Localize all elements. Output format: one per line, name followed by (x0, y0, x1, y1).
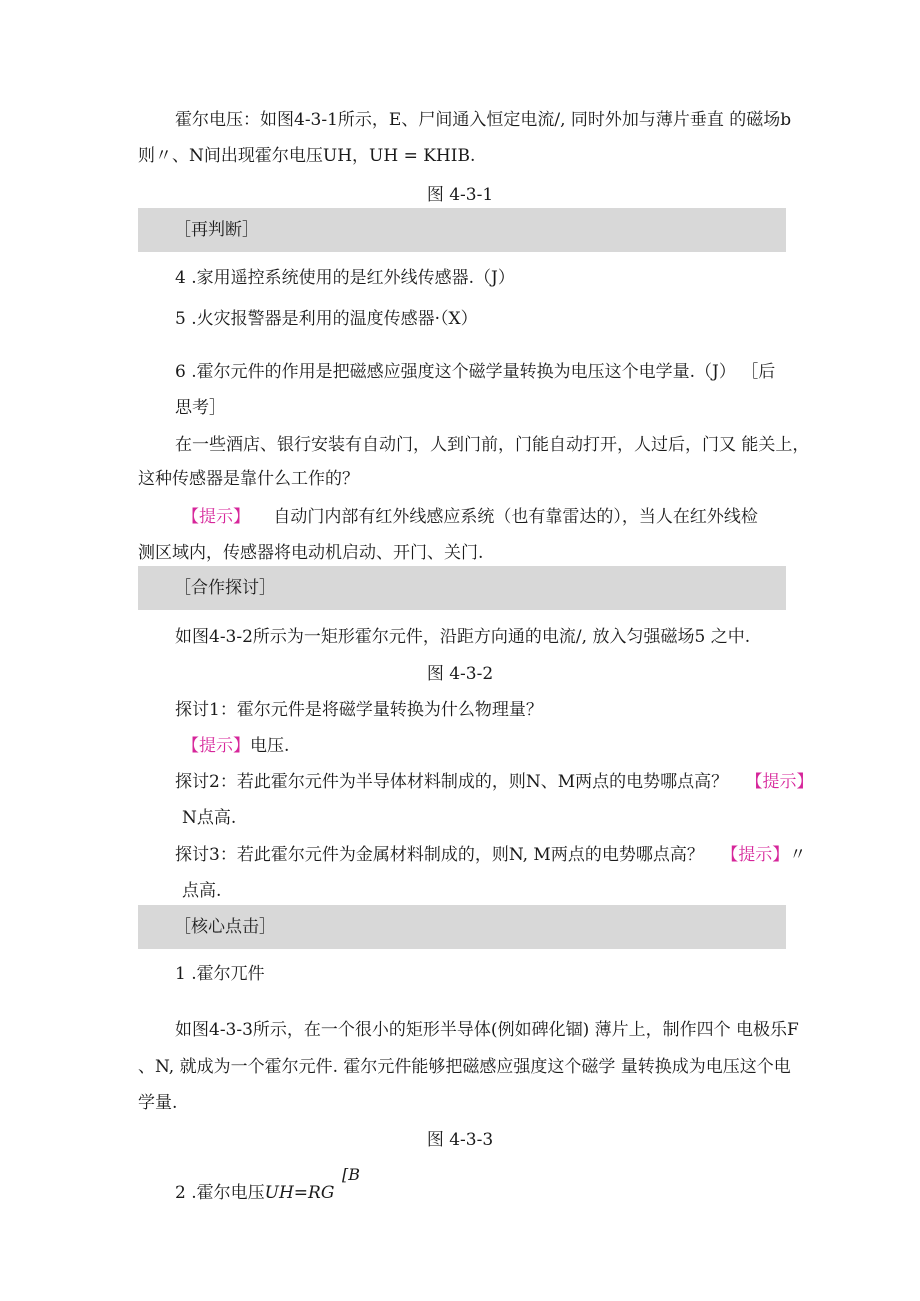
formula: UH=RG (264, 1183, 335, 1203)
answer-text: 电压. (250, 736, 290, 756)
paragraph-line: 如图4-3-3所示，在一个很小的矩形半导体(例如碑化锢) 薄片上，制作四个 电极乐F (175, 1020, 799, 1040)
question-line: 这种传感器是靠什么工作的？ (138, 469, 359, 489)
hint-line: 测区域内，传感器将电动机启动、开门、关门. (138, 543, 484, 563)
hint-label: 【提示】 (182, 507, 250, 527)
question-line (175, 843, 806, 867)
answer-text: N点高. (182, 808, 237, 828)
figure-caption: 图 4-3-1 (426, 185, 494, 205)
section-header-inline: 思考］ (175, 398, 226, 418)
section-header-bar (138, 905, 786, 949)
figure-caption: 图 4-3-3 (426, 1130, 494, 1150)
paragraph-line: 如图4-3-2所示为一矩形霍尔元件，沿距方向通的电流/, 放入匀强磁场5 之中. (175, 627, 751, 647)
hint-text: 自动门内部有红外线感应系统（也有靠雷达的），当人在红外线检 (273, 507, 758, 527)
section-header: ［核心点击］ (174, 917, 276, 937)
hint-label: 【提示】 (745, 772, 814, 792)
answer-text: 点高. (182, 881, 222, 901)
paragraph-line: 则〃、N间出现霍尔电压UH，UH = KHIB. (138, 146, 476, 166)
formula-numerator: [B (342, 1165, 360, 1184)
question-text: 探讨3：若此霍尔元件为金属材料制成的，则N, M两点的电势哪点高？ (175, 845, 704, 865)
judge-item: 6 .霍尔元件的作用是把磁感应强度这个磁学量转换为电压这个电学量.（J） ［后 (175, 362, 776, 382)
answer-line (182, 734, 289, 758)
list-item-text: 2 .霍尔电压 (175, 1183, 265, 1203)
list-item: 1 .霍尔兀件 (175, 964, 265, 984)
paragraph-line: 、N, 就成为一个霍尔元件. 霍尔元件能够把磁感应强度这个磁学 量转换成为电压这个电 (138, 1057, 791, 1077)
figure-caption: 图 4-3-2 (426, 664, 494, 684)
paragraph-line: 霍尔电压：如图4-3-1所示，E、尸间通入恒定电流/, 同时外加与薄片垂直 的磁场b (175, 110, 792, 130)
section-header: ［再判断］ (174, 220, 259, 240)
hint-label: 【提示】 (721, 845, 790, 865)
judge-item: 5 .火灾报警器是利用的温度传感器·（X） (175, 309, 478, 329)
question-line: 在一些酒店、银行安装有自动门，人到门前，门能自动打开，人过后，门又 能关上， (175, 435, 810, 455)
hint-line (182, 505, 758, 529)
question-text: 探讨2：若此霍尔元件为半导体材料制成的，则N、M两点的电势哪点高？ (175, 772, 729, 792)
judge-item: 4 .家用遥控系统使用的是红外线传感器.（J） (175, 268, 515, 288)
section-header: ［合作探讨］ (174, 578, 276, 598)
question-line: 探讨1：霍尔元件是将磁学量转换为什么物理量？ (175, 700, 543, 720)
question-line (175, 770, 814, 794)
answer-fragment: 〃 (789, 845, 807, 865)
hint-label: 【提示】 (182, 736, 250, 756)
section-header-bar (138, 566, 786, 610)
section-header-bar (138, 208, 786, 252)
paragraph-line: 学量. (138, 1093, 178, 1113)
list-item (175, 1181, 334, 1205)
